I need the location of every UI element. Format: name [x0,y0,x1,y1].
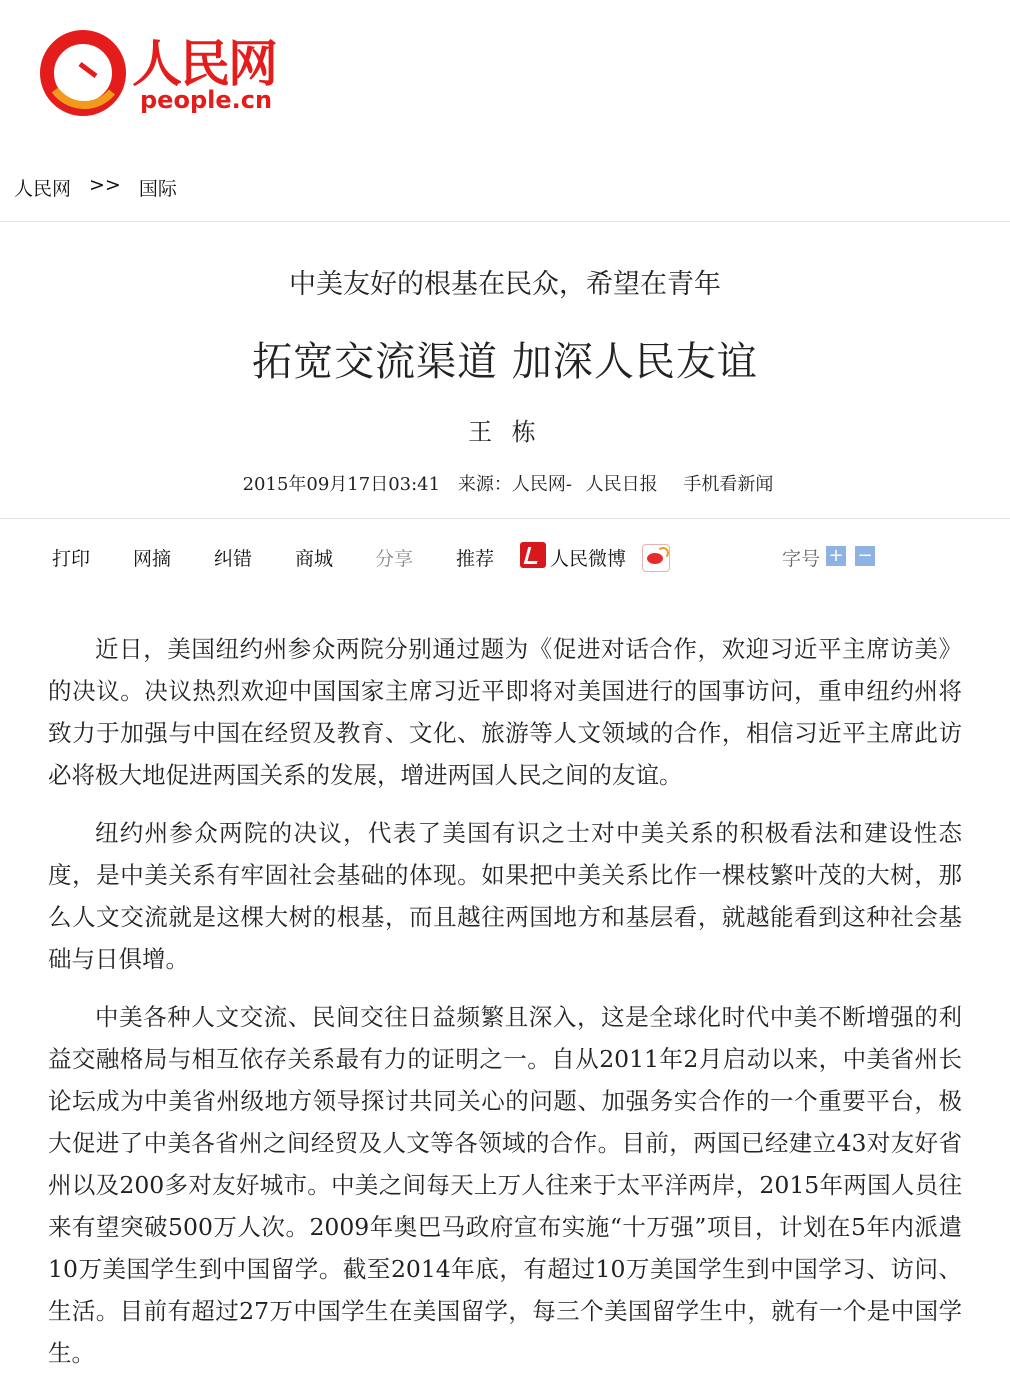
fontsize-label: 字号 [782,548,821,570]
recommend-button[interactable]: 推荐 [456,548,495,570]
source-link[interactable]: 人民网- [511,474,572,495]
breadcrumb-separator: >> [89,174,121,196]
logo-chinese-text: 人民网 [132,34,276,93]
article-paragraph: 近日，美国纽约州参众两院分别通过题为《促进对话合作，欢迎习近平主席访美》的决议。决议热烈欢迎中国国家主席习近平即将对美国进行的国事访问，重申纽约州将致力于加强与中国在经贸及教育、文化、旅游等人文领域的合作，相信习近平主席此访必将极大地促进两国关系的发展，增进两国人民之间的友谊。 [48,635,962,789]
fontsize-increase-button[interactable]: + [826,546,846,566]
mobile-news-link[interactable]: 手机看新闻 [683,474,774,495]
article-toolbar [52,540,952,574]
article-kicker: 中美友好的根基在民众，希望在青年 [289,269,721,300]
article-datetime: 2015年09月17日03:41 [242,474,441,495]
print-button[interactable]: 打印 [52,548,91,570]
correct-button[interactable]: 纠错 [214,548,253,570]
sina-weibo-icon[interactable] [642,544,670,572]
article-headline: 拓宽交流渠道 加深人民友谊 [252,339,758,385]
article-paragraph: 纽约州参众两院的决议，代表了美国有识之士对中美关系的积极看法和建设性态度，是中美关系有牢固社会基础的体现。如果把中美关系比作一棵枝繁叶茂的大树，那么人文交流就是这棵大树的根基，而且越往两国地方和基层看，就越能看到这种社会基础与日俱增。 [48,819,962,973]
people-cn-logo[interactable] [40,22,280,118]
article-author: 王 栋 [468,418,542,446]
people-weibo-icon[interactable] [520,542,546,568]
digest-button[interactable]: 网摘 [133,548,172,570]
mall-button[interactable]: 商城 [295,548,334,570]
article-paragraph: 中美各种人文交流、民间交往日益频繁且深入，这是全球化时代中美不断增强的利益交融格局与相互依存关系最有力的证明之一。自从2011年2月启动以来，中美省州长论坛成为中美省州级地方领导探讨共同关心的问题、加强务实合作的一个重要平台，极大促进了中美各省州之间经贸及人文等各领域的合作。目前，两国已经建立43对友好省州以及200多对友好城市。中美之间每天上万人往来于太平洋两岸，2015年两国人员往来有望突破500万人次。2009年奥巴马政府宣布实施“十万强”项目，计划在5年内派遣10万美国学生到中国留学。截至2014年底，有超过10万美国学生到中国学习、访问、生活。目前有超过27万中国学生在美国留学，每三个美国留学生中，就有一个是中国学生。 [48,1003,962,1367]
breadcrumb-home-link[interactable]: 人民网 [14,178,72,200]
article-meta [0,470,1010,496]
header-divider [0,221,1010,222]
logo-english-text: people.cn [140,86,273,114]
breadcrumb-section-link[interactable]: 国际 [138,178,177,200]
meta-divider [0,518,1010,519]
share-label: 分享 [375,548,414,570]
people-weibo-link[interactable]: 人民微博 [550,548,627,570]
article-body [48,628,962,1390]
fontsize-decrease-button[interactable]: − [855,546,875,566]
people-logo-icon [40,30,126,116]
source-label: 来源： [457,474,512,495]
source-paper-link[interactable]: 人民日报 [585,474,658,495]
breadcrumb [14,174,177,201]
